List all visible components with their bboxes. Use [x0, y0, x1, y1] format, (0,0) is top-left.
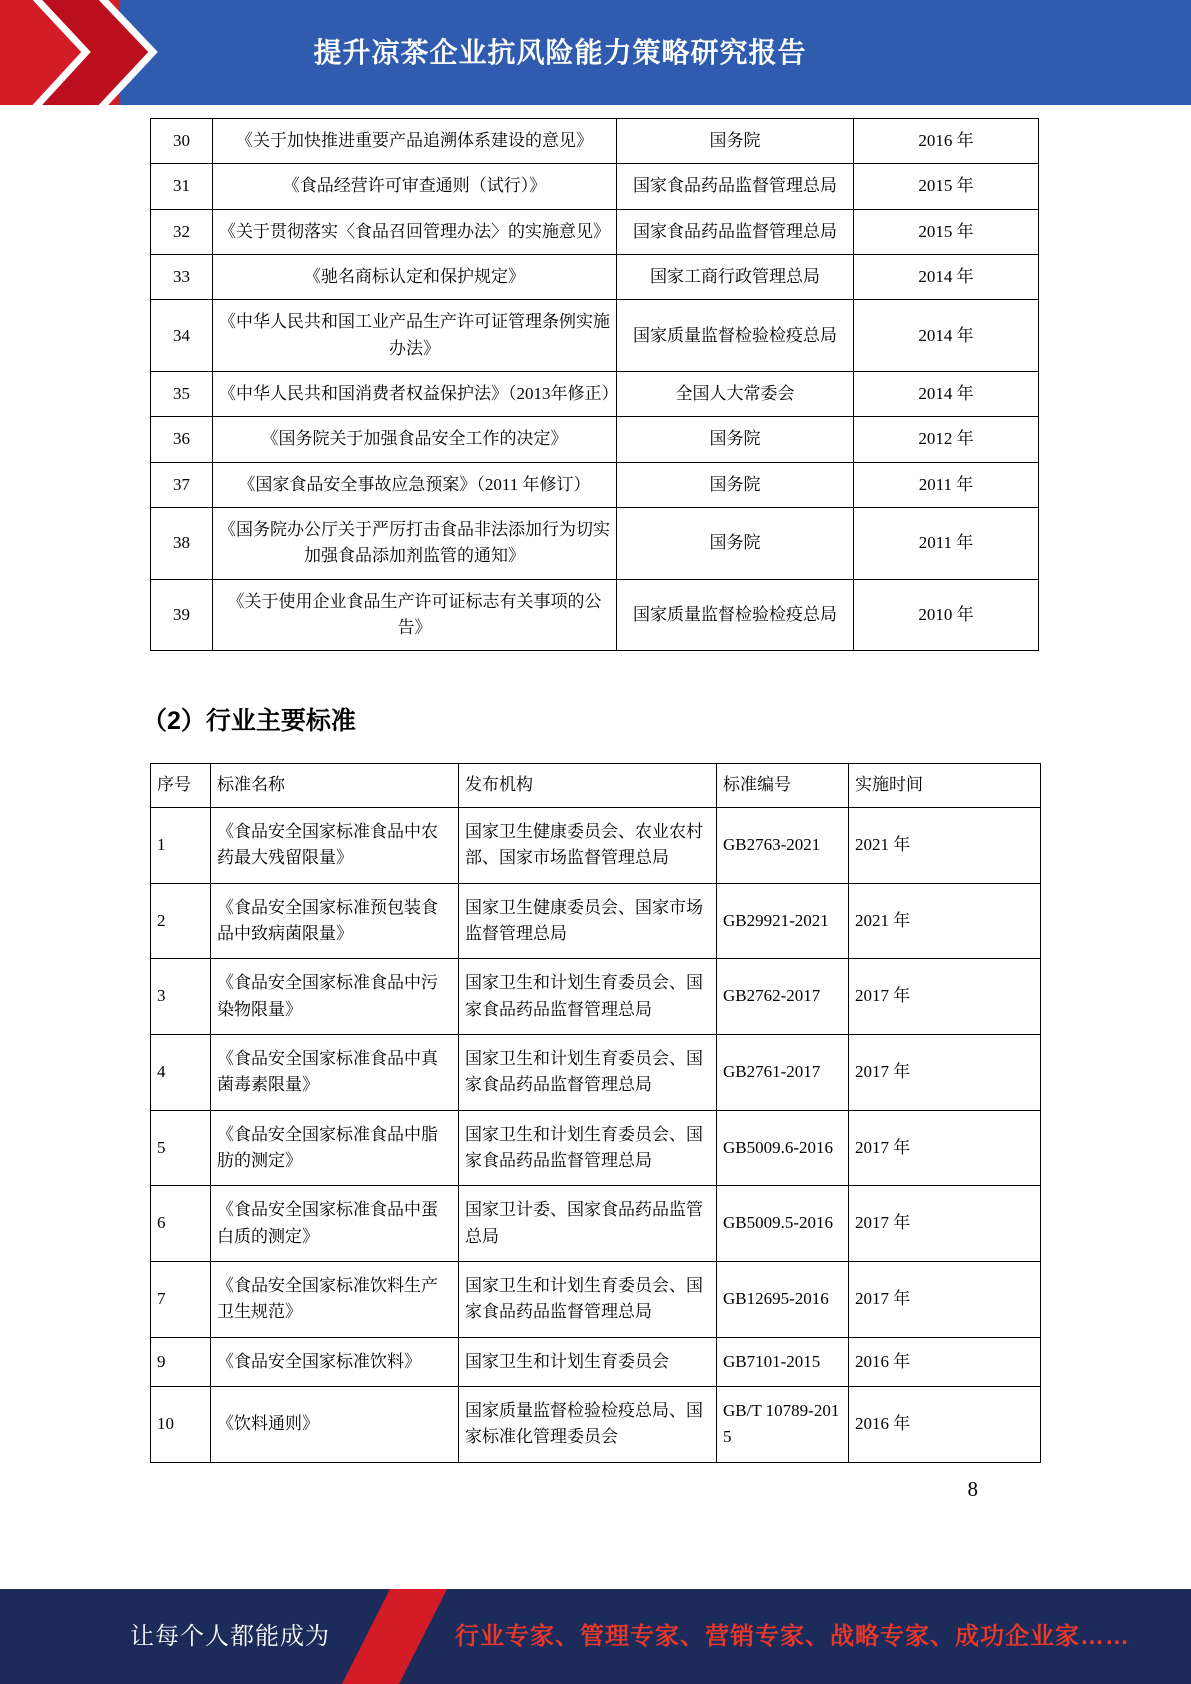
policy-row — [151, 119, 1039, 164]
policy-cell-year: 2014 年 — [854, 255, 1039, 300]
standards-header-row — [151, 764, 1041, 807]
standards-cell-name: 《食品安全国家标准食品中脂肪的测定》 — [211, 1110, 459, 1186]
policy-cell-no: 39 — [151, 579, 213, 651]
standards-cell-agency: 国家质量监督检验检疫总局、国家标准化管理委员会 — [459, 1386, 717, 1462]
standards-cell-no: 7 — [151, 1261, 211, 1337]
policy-cell-name: 《关于贯彻落实〈食品召回管理办法〉的实施意见》 — [213, 209, 617, 254]
standards-row — [151, 883, 1041, 959]
standards-cell-code: GB12695-2016 — [717, 1261, 849, 1337]
standards-row — [151, 1186, 1041, 1262]
policy-cell-name: 《国家食品安全事故应急预案》（2011 年修订） — [213, 462, 617, 507]
standards-cell-no: 6 — [151, 1186, 211, 1262]
standards-cell-time: 2017 年 — [849, 1261, 1041, 1337]
standards-header-cell: 标准编号 — [717, 764, 849, 807]
policy-cell-year: 2014 年 — [854, 300, 1039, 372]
standards-cell-agency: 国家卫生和计划生育委员会 — [459, 1337, 717, 1386]
standards-cell-time: 2021 年 — [849, 807, 1041, 883]
standards-cell-name: 《食品安全国家标准食品中农药最大残留限量》 — [211, 807, 459, 883]
footer-red-band-icon — [342, 1589, 447, 1684]
standards-row — [151, 1261, 1041, 1337]
policy-cell-agency: 国务院 — [617, 119, 854, 164]
policy-cell-no: 38 — [151, 508, 213, 580]
standards-cell-agency: 国家卫生和计划生育委员会、国家食品药品监督管理总局 — [459, 1034, 717, 1110]
policy-cell-year: 2014 年 — [854, 372, 1039, 417]
policy-cell-agency: 国家质量监督检验检疫总局 — [617, 300, 854, 372]
standards-cell-code: GB2761-2017 — [717, 1034, 849, 1110]
policy-row — [151, 508, 1039, 580]
policy-cell-year: 2012 年 — [854, 417, 1039, 462]
standards-cell-no: 3 — [151, 959, 211, 1035]
standards-row — [151, 1386, 1041, 1462]
standards-cell-name: 《食品安全国家标准食品中污染物限量》 — [211, 959, 459, 1035]
standards-row — [151, 959, 1041, 1035]
section-heading: （2）行业主要标准 — [142, 707, 356, 736]
policy-cell-no: 34 — [151, 300, 213, 372]
standards-cell-name: 《食品安全国家标准食品中蛋白质的测定》 — [211, 1186, 459, 1262]
standards-header-cell: 发布机构 — [459, 764, 717, 807]
standards-cell-time: 2016 年 — [849, 1386, 1041, 1462]
standards-row — [151, 1337, 1041, 1386]
standards-header-cell: 序号 — [151, 764, 211, 807]
standards-cell-agency: 国家卫生和计划生育委员会、国家食品药品监督管理总局 — [459, 1261, 717, 1337]
policy-cell-no: 32 — [151, 209, 213, 254]
standards-cell-code: GB2763-2021 — [717, 807, 849, 883]
standards-cell-agency: 国家卫生和计划生育委员会、国家食品药品监督管理总局 — [459, 959, 717, 1035]
standards-row — [151, 1034, 1041, 1110]
standards-cell-code: GB2762-2017 — [717, 959, 849, 1035]
policy-cell-name: 《国务院关于加强食品安全工作的决定》 — [213, 417, 617, 462]
policy-cell-name: 《关于使用企业食品生产许可证标志有关事项的公告》 — [213, 579, 617, 651]
policy-row — [151, 372, 1039, 417]
standards-cell-no: 10 — [151, 1386, 211, 1462]
policy-cell-agency: 国家质量监督检验检疫总局 — [617, 579, 854, 651]
policy-table-body — [151, 119, 1039, 651]
policy-row — [151, 209, 1039, 254]
standards-cell-name: 《饮料通则》 — [211, 1386, 459, 1462]
policy-cell-year: 2016 年 — [854, 119, 1039, 164]
standards-cell-name: 《食品安全国家标准饮料》 — [211, 1337, 459, 1386]
standards-row — [151, 1110, 1041, 1186]
standards-cell-no: 2 — [151, 883, 211, 959]
policy-cell-name: 《中华人民共和国消费者权益保护法》（2013年修正） — [213, 372, 617, 417]
standards-cell-code: GB5009.5-2016 — [717, 1186, 849, 1262]
page-header — [0, 0, 1191, 105]
report-title: 提升凉茶企业抗风险能力策略研究报告 — [313, 37, 807, 68]
page-number: 8 — [967, 1476, 978, 1501]
page-footer — [0, 1589, 1191, 1684]
standards-cell-time: 2017 年 — [849, 1034, 1041, 1110]
policy-cell-agency: 国务院 — [617, 417, 854, 462]
policy-cell-no: 31 — [151, 164, 213, 209]
standards-header-cell: 标准名称 — [211, 764, 459, 807]
policy-cell-name: 《中华人民共和国工业产品生产许可证管理条例实施办法》 — [213, 300, 617, 372]
policy-cell-agency: 国务院 — [617, 508, 854, 580]
policy-cell-year: 2015 年 — [854, 209, 1039, 254]
standards-cell-agency: 国家卫生健康委员会、国家市场监督管理总局 — [459, 883, 717, 959]
policy-row — [151, 417, 1039, 462]
standards-cell-agency: 国家卫计委、国家食品药品监管总局 — [459, 1186, 717, 1262]
standards-cell-time: 2016 年 — [849, 1337, 1041, 1386]
policy-table — [150, 118, 1039, 651]
standards-cell-time: 2017 年 — [849, 1186, 1041, 1262]
standards-cell-name: 《食品安全国家标准预包装食品中致病菌限量》 — [211, 883, 459, 959]
standards-cell-no: 4 — [151, 1034, 211, 1110]
standards-cell-no: 1 — [151, 807, 211, 883]
policy-cell-no: 33 — [151, 255, 213, 300]
policy-row — [151, 579, 1039, 651]
policy-cell-agency: 全国人大常委会 — [617, 372, 854, 417]
standards-table-body — [151, 807, 1041, 1462]
standards-cell-code: GB/T 10789-2015 — [717, 1386, 849, 1462]
standards-cell-code: GB7101-2015 — [717, 1337, 849, 1386]
policy-row — [151, 255, 1039, 300]
policy-cell-agency: 国家食品药品监督管理总局 — [617, 164, 854, 209]
policy-cell-agency: 国家工商行政管理总局 — [617, 255, 854, 300]
standards-table — [150, 763, 1041, 1462]
standards-cell-name: 《食品安全国家标准食品中真菌毒素限量》 — [211, 1034, 459, 1110]
policy-cell-agency: 国家食品药品监督管理总局 — [617, 209, 854, 254]
policy-cell-year: 2011 年 — [854, 462, 1039, 507]
standards-cell-time: 2021 年 — [849, 883, 1041, 959]
policy-cell-name: 《驰名商标认定和保护规定》 — [213, 255, 617, 300]
policy-cell-year: 2011 年 — [854, 508, 1039, 580]
policy-cell-name: 《国务院办公厅关于严厉打击食品非法添加行为切实加强食品添加剂监管的通知》 — [213, 508, 617, 580]
policy-cell-name: 《食品经营许可审查通则（试行）》 — [213, 164, 617, 209]
policy-cell-year: 2010 年 — [854, 579, 1039, 651]
footer-slogan-left: 让每个人都能成为 — [130, 1623, 330, 1650]
policy-cell-no: 30 — [151, 119, 213, 164]
standards-header-cell: 实施时间 — [849, 764, 1041, 807]
standards-cell-time: 2017 年 — [849, 1110, 1041, 1186]
policy-cell-no: 36 — [151, 417, 213, 462]
standards-cell-time: 2017 年 — [849, 959, 1041, 1035]
policy-cell-no: 37 — [151, 462, 213, 507]
standards-cell-agency: 国家卫生健康委员会、农业农村部、国家市场监督管理总局 — [459, 807, 717, 883]
policy-cell-year: 2015 年 — [854, 164, 1039, 209]
page-content — [0, 105, 1191, 1589]
policy-cell-agency: 国务院 — [617, 462, 854, 507]
standards-cell-no: 5 — [151, 1110, 211, 1186]
standards-row — [151, 807, 1041, 883]
policy-row — [151, 164, 1039, 209]
policy-cell-no: 35 — [151, 372, 213, 417]
standards-cell-code: GB5009.6-2016 — [717, 1110, 849, 1186]
footer-slogan-right: 行业专家、管理专家、营销专家、战略专家、成功企业家…… — [455, 1623, 1130, 1650]
policy-row — [151, 462, 1039, 507]
policy-cell-name: 《关于加快推进重要产品追溯体系建设的意见》 — [213, 119, 617, 164]
policy-row — [151, 300, 1039, 372]
standards-cell-agency: 国家卫生和计划生育委员会、国家食品药品监督管理总局 — [459, 1110, 717, 1186]
standards-cell-code: GB29921-2021 — [717, 883, 849, 959]
standards-cell-name: 《食品安全国家标准饮料生产卫生规范》 — [211, 1261, 459, 1337]
standards-cell-no: 9 — [151, 1337, 211, 1386]
